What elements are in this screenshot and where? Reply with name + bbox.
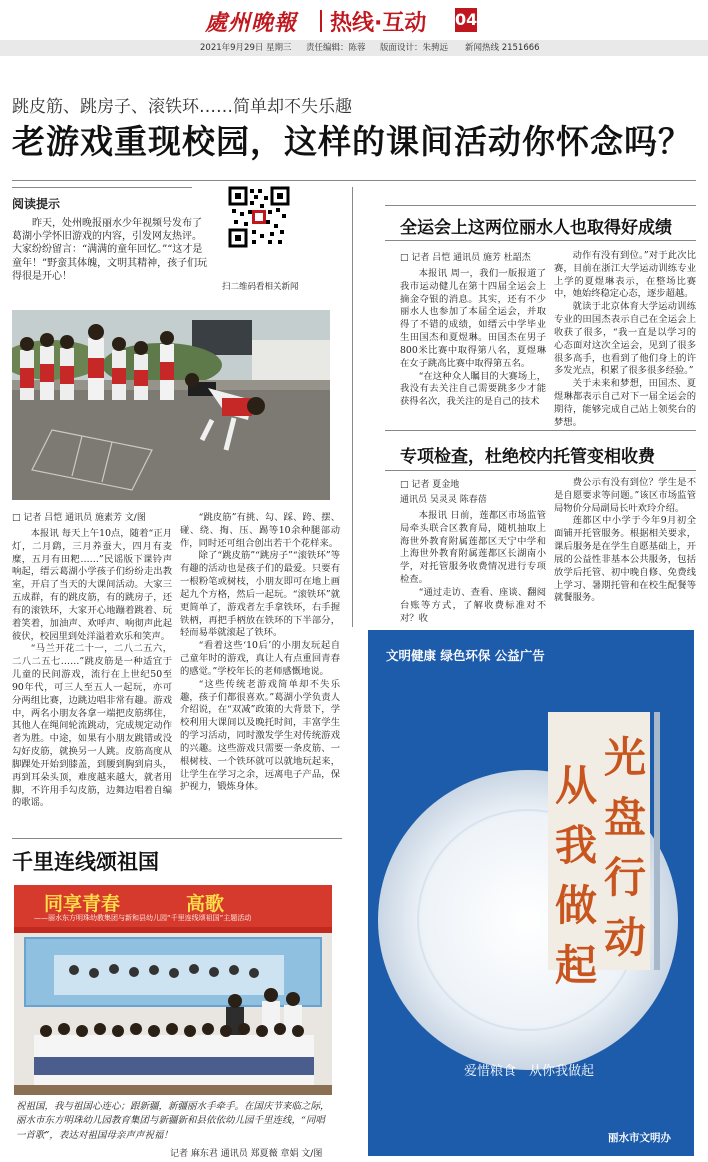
section-title: 热线·互动 xyxy=(330,11,427,36)
divider xyxy=(385,240,696,241)
masthead xyxy=(0,0,708,40)
divider xyxy=(12,838,342,839)
dateline xyxy=(0,40,708,56)
paragraph: 本报讯 周一，我们一版报道了我市运动健儿在第十四届全运会上摘金夺银的消息。其实，还有不少丽水人也参加了本届全运会，并取得了不错的成绩，如缙云中学毕业生田国杰和夏煜琳。田国杰在男子800米比赛中取得第八名，夏煜琳在女子跳高比赛中取得第五名。 xyxy=(400,268,546,369)
photo-kids-playing xyxy=(12,310,330,500)
headline: 老游戏重现校园，这样的课间活动你怀念吗？ xyxy=(12,122,692,161)
lianxian-byline: 记者 麻东君 通讯员 郑夏薇 章娟 文/图 xyxy=(170,1149,323,1159)
qr-code[interactable] xyxy=(228,186,290,248)
divider xyxy=(385,430,696,431)
check-column-1 xyxy=(400,510,546,625)
date: 2021年9月29日 xyxy=(200,43,264,53)
sports-column-2 xyxy=(554,250,696,430)
paragraph: 莲都区中小学于今年9月初全面铺开托管服务。根据相关要求，课后服务是在学生自愿基础上，开展的公益性非基本公共服务，包括放学后托管、初中晚自修、免费线上学习、暑期托管和在校生配餐等就餐服务。 xyxy=(554,515,696,604)
ad-org: 丽水市文明办 xyxy=(608,1132,671,1144)
lead-title: 阅读提示 xyxy=(12,197,61,211)
paragraph: “跳皮筋”有挑、勾、踩、跨、摆、碰、绕、掏、压、踢等10余种腿部动作，同时还可组合创出若干个花样来。 xyxy=(180,512,340,549)
kicker: 跳皮筋、跳房子、滚铁环……简单却不失乐趣 xyxy=(12,97,352,117)
paper-logo: 處州晚報 xyxy=(205,10,298,36)
paragraph: “这些传统老游戏简单却不失乐趣，孩子们都很喜欢。”葛湖小学负责人介绍说，在“双减”政策的大背景下，学校利用大课间以及晚托时间，丰富学生的学习活动，同时激发学生对传统游戏的兴趣。这些游戏只需要一条皮筋、一根树枝、一个铁环就可以就地玩起来，让学生在学习之余，远离电子产品，保护视力，锻炼身体。 xyxy=(180,678,340,793)
qr-caption: 扫二维码看相关新闻 xyxy=(222,282,299,292)
hotline: 新闻热线 2151666 xyxy=(465,43,540,53)
lianxian-title: 千里连线颂祖国 xyxy=(12,850,159,874)
paragraph: 费公示有没有到位？学生是不是自愿要求等问题。”该区市场监管局物价分局副局长叶欢玲介绍。 xyxy=(554,477,696,514)
masthead-divider xyxy=(320,10,322,32)
check-title: 专项检查，杜绝校内托管变相收费 xyxy=(400,447,655,467)
photo-caption: 祝祖国，我与祖国心连心；跟新疆，新疆丽水手牵手。在国庆节来临之际，丽水市东方明珠幼儿园教育集团与新疆新和县依依幼儿园千里连线，“同唱一首歌”，表达对祖国母亲声声祝福！ xyxy=(16,1101,330,1141)
lead-text: 昨天，处州晚报丽水少年视频号发布了葛湖小学怀旧游戏的内容，引发网友热评。大家纷纷留言：“满满的童年回忆。”“这才是童年！”野蛮其体魄，文明其精神，孩子们玩得很是开心！ xyxy=(12,218,208,282)
main-column-2 xyxy=(180,512,340,794)
main-column-1 xyxy=(12,528,172,810)
sports-column-1 xyxy=(400,268,546,409)
banner-subtitle: ——丽水东方明珠幼教集团与新和县幼儿园“千里连线颂祖国”主题活动 xyxy=(34,914,252,922)
banner-text-right: 高歌 xyxy=(186,893,225,915)
check-byline-2: 通讯员 吴灵灵 陈春蓓 xyxy=(400,495,487,505)
paragraph: 本报讯 每天上午10点，随着“正月灯，二月鹞，三月养蚕大，四月有麦糜，五月有田粑……”民谣版下课铃声响起，缙云葛湖小学孩子们纷纷走出教室，开启了当天的大课间活动。大家三五成群，有的跳皮筋，有的跳房子，还有的滚铁环，大家开心地蹦着跳着、玩着笑着，加油声、欢呼声、响彻声此起彼伏，校园里到处洋溢着欢乐和笑声。 xyxy=(12,528,172,642)
main-byline: □ 记者 吕恺 通讯员 施素芳 文/图 xyxy=(12,513,146,523)
paragraph: 除了“跳皮筋”“跳房子”“滚铁环”等有趣的活动也是孩子们的最爱。只要有一根粉笔或树枝，小朋友即可在地上画起九个方格，然后一起玩。“滚铁环”就更简单了，游戏者左手拿铁环，右手握铁柄，再把手柄放在铁环的下半部分，轻而易举就滚起了铁环。 xyxy=(180,550,340,639)
designer: 版面设计：朱骋远 xyxy=(380,43,449,53)
divider xyxy=(352,187,353,627)
paragraph: “通过走访、查看、座谈、翻阅台账等方式，了解收费标准对不对？收 xyxy=(400,586,546,624)
banner-text-left: 同享青春 xyxy=(44,893,121,915)
paragraph: “马兰开花二十一，二八二五六，二八二五七……”跳皮筋是一种适宜于儿童的民间游戏，流行在上世纪50至90年代，可三人至五人一起玩，亦可分两组比赛，边跳边唱非常有趣。游戏中，两名小朋友各拿一端把皮筋绑住，其他人在绳间轮流跳动，完成规定动作者为胜。中途，如果有小朋友跳错或没勾好皮筋，就换另一人跳。皮筋高度从脚踝处开始到膝盖，到腰到胸到肩头，再到耳朵头顶，难度越来越大，就者用脚，不许用手勾皮筋，边舞边唱着自编的歌谣。 xyxy=(12,643,172,809)
paragraph: 就读于北京体育大学运动训练专业的田国杰表示自己在全运会上收获了很多，“我一直是以学习的心态面对这次全运会，见到了很多很多高手，也看到了他们身上的许多发光点，积累了很多很多经验。” xyxy=(554,301,696,377)
ad-slogan-right: 光盘行动 xyxy=(604,733,647,962)
divider xyxy=(385,470,696,471)
ad-header: 文明健康 绿色环保 公益广告 xyxy=(386,648,545,663)
paragraph: “在这种众人瞩目的大赛场上，我没有去关注自己需要跳多少才能获得名次，我关注的是自己的技术 xyxy=(400,370,546,408)
sports-byline: □ 记者 吕恺 通讯员 施芳 杜韶杰 xyxy=(400,253,531,263)
paragraph: “看着这些‘10后’的小朋友玩起自己童年时的游戏，真让人有点重回青春的感觉。”学校年长的老师感慨地说。 xyxy=(180,640,340,677)
weekday: 星期三 xyxy=(266,43,292,53)
page-number: 04 xyxy=(455,8,477,32)
sports-title: 全运会上这两位丽水人也取得好成绩 xyxy=(400,218,672,238)
divider xyxy=(12,187,192,188)
check-column-2 xyxy=(554,477,696,605)
divider xyxy=(385,205,696,206)
check-byline-1: □ 记者 夏金地 xyxy=(400,480,460,490)
paragraph: 动作有没有到位。”对于此次比赛，目前在浙江大学运动训练专业上学的夏煜琳表示，在整场比赛中，她始终稳定心态，逐步超越。 xyxy=(554,250,696,300)
public-service-ad xyxy=(368,630,694,1156)
ad-slogan-left: 从我做起 xyxy=(555,761,598,990)
ad-tagline: 爱惜粮食 从你我做起 xyxy=(464,1064,595,1079)
paragraph: 本报讯 日前，莲都区市场监管局牵头联合区教育局，随机抽取上海世外教育附属莲都区天宁中学和上海世外教育附属莲都区长湖南小学，对托管服务收费情况进行专项检查。 xyxy=(400,510,546,586)
divider xyxy=(12,180,696,181)
paragraph: 关于未来和梦想，田国杰、夏煜琳都表示自己对下一届全运会的期待，能够完成自己站上领奖台的梦想。 xyxy=(554,378,696,428)
editor: 责任编辑：陈蓉 xyxy=(306,43,366,53)
